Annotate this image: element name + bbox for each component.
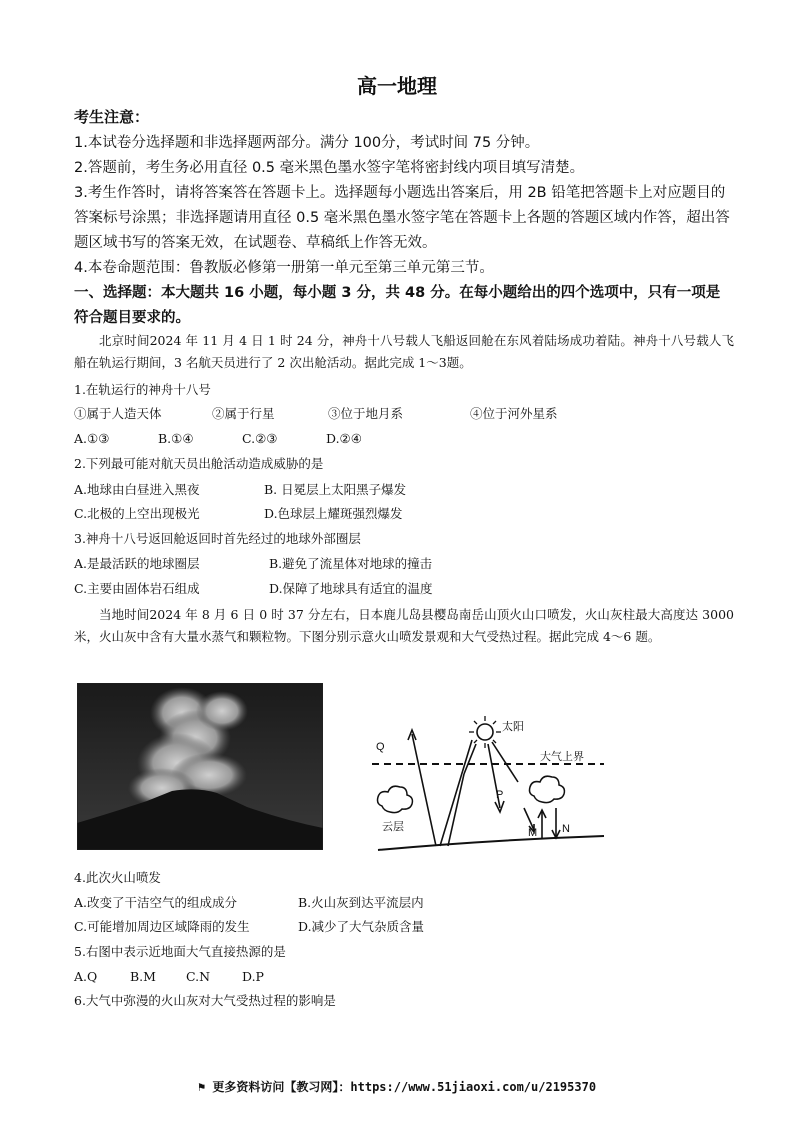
passage-1: 北京时间2024 年 11 月 4 日 1 时 24 分，神舟十八号载人飞船返回舱在东风着陆场成功着陆。神舟十八号载人飞船在轨运行期间，3 名航天员进行了 2 次出舱活动。据此完成 1～3题。 [74, 333, 734, 370]
label-p: P [496, 789, 504, 801]
option-c: C.主要由固体岩石组成 [74, 581, 200, 596]
notice-item-1: 1.本试卷分选择题和非选择题两部分。满分 100分，考试时间 75 分钟。 [74, 135, 540, 151]
sun-icon [477, 724, 493, 740]
footer-text: 更多资料访问【教习网】：https://www.51jiaoxi.com/u/2195370 [212, 1080, 597, 1094]
question-5-options [74, 967, 264, 987]
question-4-options-row2 [74, 917, 424, 937]
option-c: C.N [186, 969, 211, 984]
question-3-options-row1 [74, 554, 432, 574]
cloud-right [530, 776, 565, 802]
statement-4: ④位于河外星系 [470, 406, 558, 421]
question-1-statements [74, 404, 558, 424]
notice-heading: 考生注意： [74, 108, 150, 126]
notice-item-2: 2.答题前，考生务必用直径 0.5 毫米黑色墨水签字笔将密封线内项目填写清楚。 [74, 160, 585, 176]
option-c: C.可能增加周边区域降雨的发生 [74, 919, 250, 934]
section-heading: 一、选择题：本大题共 16 小题，每小题 3 分，共 48 分。在每小题给出的四个选项中，只有一项是符合题目要求的。 [74, 285, 721, 326]
question-1-options [74, 429, 362, 449]
notice-item-3: 3.考生作答时，请将答案答在答题卡上。选择题每小题选出答案后，用 2B 铅笔把答题卡上对应题目的答案标号涂黑；非选择题请用直径 0.5 毫米黑色墨水签字笔在答题卡上各题的答题区域内作答，超出答题区域书写的答案无效，在试题卷、草稿纸上作答无效。 [74, 185, 730, 251]
question-6-stem: 6.大气中弥漫的火山灰对大气受热过程的影响是 [74, 993, 336, 1008]
option-b: B. 日冕层上太阳黑子爆发 [264, 482, 407, 497]
sun-label: 太阳 [502, 721, 524, 733]
option-c: C.北极的上空出现极光 [74, 506, 200, 521]
option-b: B.避免了流星体对地球的撞击 [269, 556, 433, 571]
page-title: 高一地理 [357, 74, 437, 98]
passage-2: 当地时间2024 年 8 月 6 日 0 时 37 分左右，日本鹿儿岛县樱岛南岳山顶火山口喷发，火山灰柱最大高度达 3000 米，火山灰中含有大量水蒸气和颗粒物。下图分别示意火山喷发景观和大气受热过程。据此完成 4～6 题。 [74, 607, 734, 644]
option-b: B.火山灰到达平流层内 [298, 895, 424, 910]
atmosphere-top-label: 大气上界 [540, 751, 584, 763]
statement-2: ②属于行星 [212, 406, 275, 421]
statement-1: ①属于人造天体 [74, 406, 162, 421]
option-b: B.M [130, 969, 156, 984]
question-4-stem: 4.此次火山喷发 [74, 870, 161, 885]
label-m: M [528, 827, 538, 839]
atmosphere-heating-diagram [368, 712, 608, 860]
label-q: Q [376, 741, 385, 753]
option-a: A.Q [74, 969, 98, 984]
option-d: D.保障了地球具有适宜的温度 [269, 581, 433, 596]
question-3-stem: 3.神舟十八号返回舱返回时首先经过的地球外部圈层 [74, 531, 361, 546]
option-a: A.地球由白昼进入黑夜 [74, 482, 200, 497]
label-n: N [562, 823, 570, 835]
option-d: D.色球层上耀斑强烈爆发 [264, 506, 403, 521]
question-4-options-row1 [74, 893, 424, 913]
volcano-photo [77, 683, 323, 850]
question-5-stem: 5.右图中表示近地面大气直接热源的是 [74, 944, 286, 959]
option-d: D.P [242, 969, 264, 984]
option-c: C.②③ [242, 431, 278, 446]
option-a: A.是最活跃的地球圈层 [74, 556, 200, 571]
question-2-options-row2 [74, 504, 403, 524]
flag-icon: ⚑ [197, 1080, 213, 1094]
cloud-left [378, 786, 413, 812]
question-1-stem: 1.在轨运行的神舟十八号 [74, 382, 211, 397]
question-2-options-row1 [74, 480, 406, 500]
footer-link[interactable] [0, 1078, 794, 1095]
notice-item-4: 4.本卷命题范围：鲁教版必修第一册第一单元至第三单元第三节。 [74, 260, 494, 276]
statement-3: ③位于地月系 [328, 406, 404, 421]
option-d: D.②④ [326, 431, 362, 446]
option-d: D.减少了大气杂质含量 [298, 919, 425, 934]
question-2-stem: 2.下列最可能对航天员出舱活动造成威胁的是 [74, 456, 324, 471]
option-b: B.①④ [158, 431, 194, 446]
cloud-label: 云层 [382, 821, 404, 833]
option-a: A.改变了干洁空气的组成成分 [74, 895, 238, 910]
question-3-options-row2 [74, 579, 433, 599]
option-a: A.①③ [74, 431, 110, 446]
